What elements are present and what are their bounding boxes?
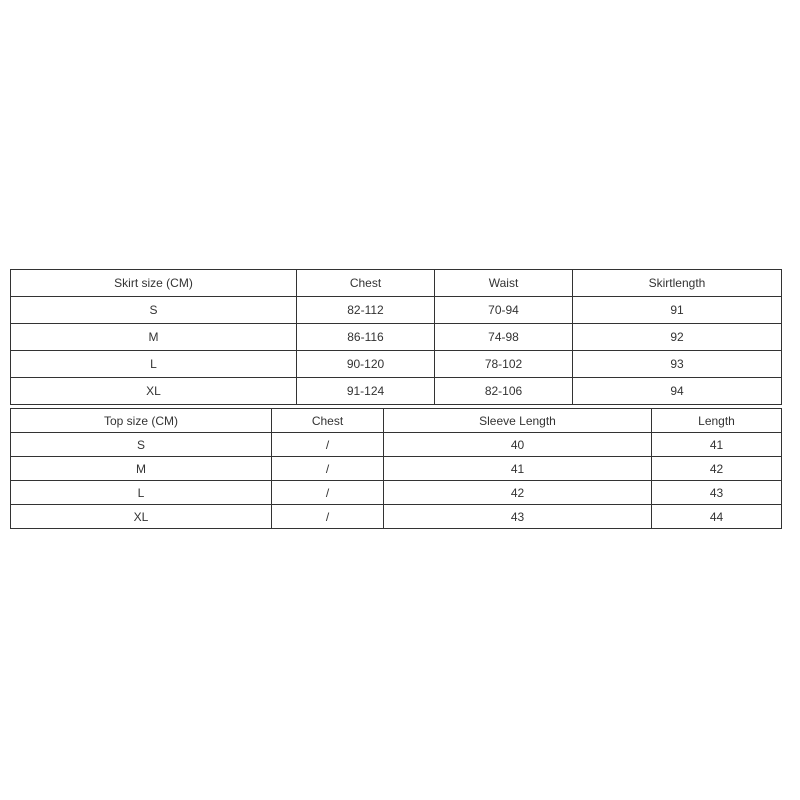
table-row bbox=[11, 351, 782, 378]
top-size-table bbox=[10, 408, 782, 529]
size-cell: XL bbox=[11, 378, 297, 405]
size-cell: XL bbox=[11, 505, 272, 529]
table-row bbox=[11, 297, 782, 324]
header-cell: Waist bbox=[435, 270, 573, 297]
waist-cell: 70-94 bbox=[435, 297, 573, 324]
chest-cell: 82-112 bbox=[297, 297, 435, 324]
chest-cell: 90-120 bbox=[297, 351, 435, 378]
header-cell: Skirtlength bbox=[573, 270, 782, 297]
waist-cell: 78-102 bbox=[435, 351, 573, 378]
chest-cell: 91-124 bbox=[297, 378, 435, 405]
table-row bbox=[11, 481, 782, 505]
length-cell: 43 bbox=[652, 481, 782, 505]
table-row bbox=[11, 505, 782, 529]
length-cell: 41 bbox=[652, 433, 782, 457]
sleeve-length-cell: 43 bbox=[384, 505, 652, 529]
waist-cell: 74-98 bbox=[435, 324, 573, 351]
skirt-length-cell: 91 bbox=[573, 297, 782, 324]
header-cell: Sleeve Length bbox=[384, 409, 652, 433]
header-cell: Length bbox=[652, 409, 782, 433]
chest-cell: / bbox=[272, 433, 384, 457]
size-cell: L bbox=[11, 351, 297, 378]
size-cell: M bbox=[11, 457, 272, 481]
waist-cell: 82-106 bbox=[435, 378, 573, 405]
length-cell: 42 bbox=[652, 457, 782, 481]
size-cell: S bbox=[11, 433, 272, 457]
skirt-length-cell: 94 bbox=[573, 378, 782, 405]
sleeve-length-cell: 41 bbox=[384, 457, 652, 481]
table-row bbox=[11, 378, 782, 405]
header-cell: Top size (CM) bbox=[11, 409, 272, 433]
header-cell: Chest bbox=[297, 270, 435, 297]
chest-cell: 86-116 bbox=[297, 324, 435, 351]
skirt-length-cell: 92 bbox=[573, 324, 782, 351]
table-row bbox=[11, 324, 782, 351]
chest-cell: / bbox=[272, 505, 384, 529]
size-cell: L bbox=[11, 481, 272, 505]
sleeve-length-cell: 42 bbox=[384, 481, 652, 505]
size-cell: S bbox=[11, 297, 297, 324]
table-header-row bbox=[11, 270, 782, 297]
skirt-size-table bbox=[10, 269, 782, 405]
size-cell: M bbox=[11, 324, 297, 351]
chest-cell: / bbox=[272, 457, 384, 481]
header-cell: Chest bbox=[272, 409, 384, 433]
length-cell: 44 bbox=[652, 505, 782, 529]
header-cell: Skirt size (CM) bbox=[11, 270, 297, 297]
chest-cell: / bbox=[272, 481, 384, 505]
sleeve-length-cell: 40 bbox=[384, 433, 652, 457]
table-row bbox=[11, 433, 782, 457]
skirt-length-cell: 93 bbox=[573, 351, 782, 378]
table-header-row bbox=[11, 409, 782, 433]
table-row bbox=[11, 457, 782, 481]
